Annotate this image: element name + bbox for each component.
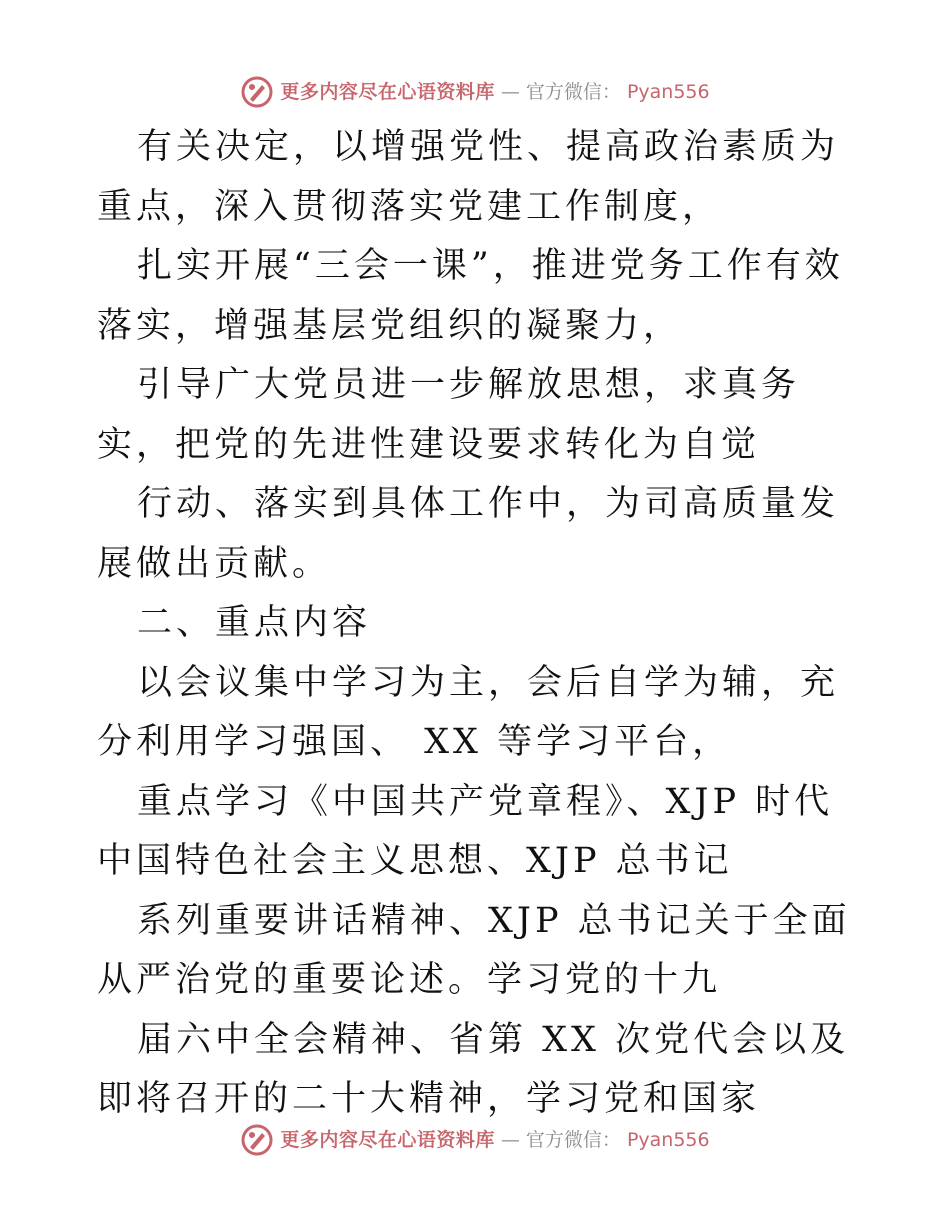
watermark-label: 官方微信： (525, 1128, 621, 1151)
paragraph: 引导广大党员进一步解放思想，求真务实，把党的先进性建设要求转化为自觉 (97, 365, 801, 465)
watermark-text: 更多内容尽在心语资料库 (280, 1128, 495, 1151)
watermark-id: Pyan556 (626, 1128, 710, 1151)
pen-logo-icon (240, 1123, 274, 1157)
watermark-dash: — (500, 80, 520, 103)
watermark-label: 官方微信： (525, 80, 621, 103)
document-body (97, 118, 857, 1130)
section-heading: 二、重点内容 (137, 603, 372, 643)
paragraph: 重点学习《中国共产党章程》、XJP 时代中国特色社会主义思想、XJP 总书记 (97, 781, 834, 881)
paragraph: 有关决定，以增强党性、提高政治素质为重点，深入贯彻落实党建工作制度， (97, 127, 840, 227)
paragraph: 扎实开展“三会一课”，推进党务工作有效落实，增强基层党组织的凝聚力， (97, 246, 844, 346)
paragraph: 以会议集中学习为主，会后自学为辅，充分利用学习强国、 XX 等学习平台， (97, 662, 840, 762)
pen-logo-icon (240, 75, 274, 109)
watermark-dash: — (500, 1128, 520, 1151)
paragraph: 行动、落实到具体工作中，为司高质量发展做出贡献。 (97, 484, 840, 584)
header-watermark (0, 72, 950, 112)
watermark-text: 更多内容尽在心语资料库 (280, 80, 495, 103)
watermark-id: Pyan556 (626, 80, 710, 103)
paragraph: 系列重要讲话精神、XJP 总书记关于全面从严治党的重要论述。学习党的十九 (97, 900, 851, 1000)
paragraph: 届六中全会精神、省第 XX 次党代会以及即将召开的二十大精神，学习党和国家 (97, 1019, 850, 1119)
footer-watermark (0, 1120, 950, 1160)
